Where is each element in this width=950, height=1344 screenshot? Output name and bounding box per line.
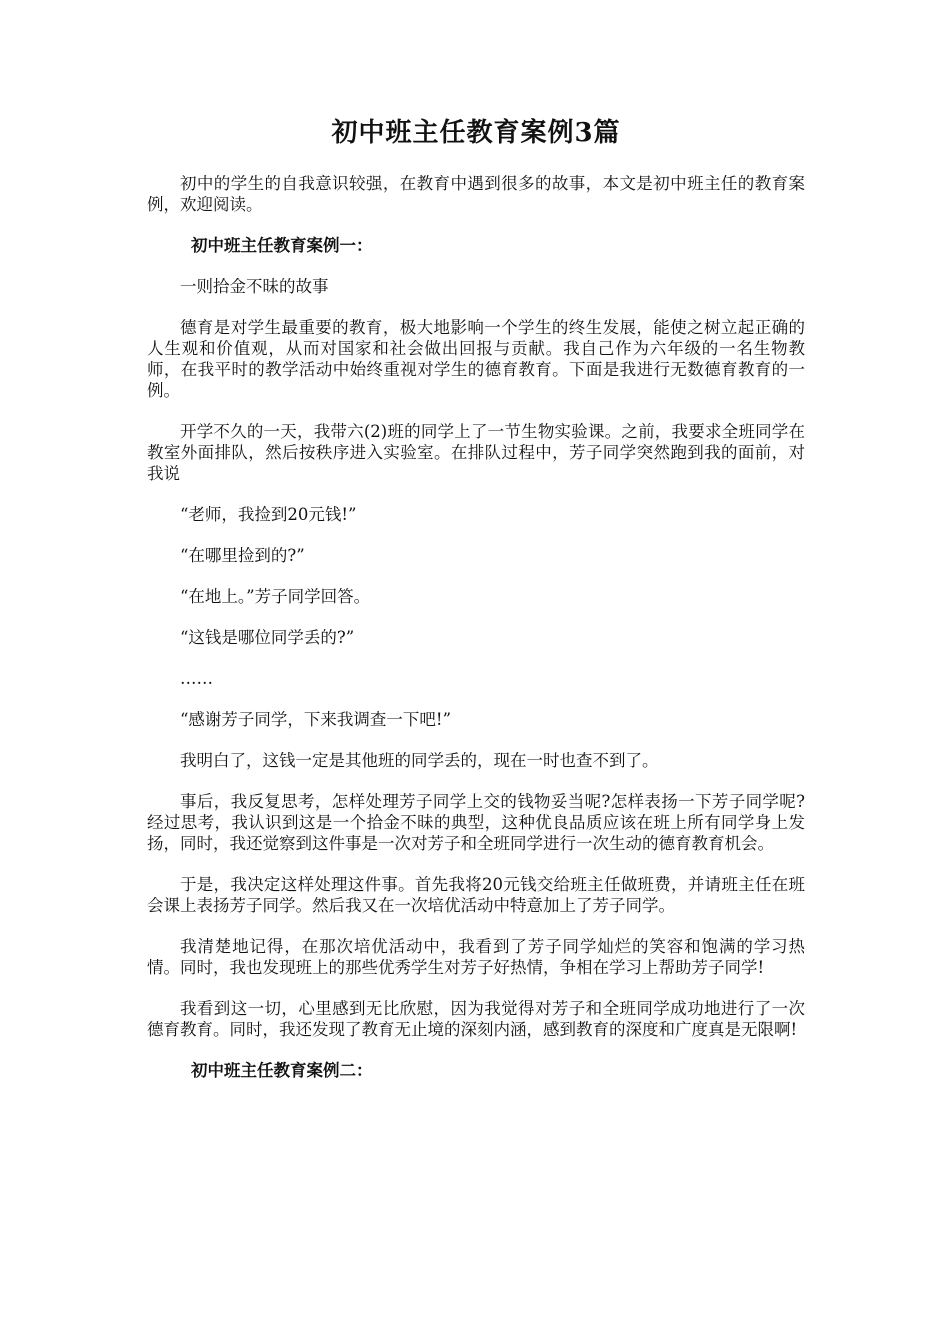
section-heading-2: 初中班主任教育案例二： — [191, 1061, 373, 1080]
dialogue-line-4: “这钱是哪位同学丢的?” — [180, 628, 355, 647]
paragraph-5: 于是，我决定这样处理这件事。首先我将20元钱交给班主任做班费，并请班主任在班会课上表扬芳子同学。然后我又在一次培优活动中特意加上了芳子同学。 — [147, 875, 805, 915]
paragraph-2: 开学不久的一天，我带六(2)班的同学上了一节生物实验课。之前，我要求全班同学在教室外面排队，然后按秩序进入实验室。在排队过程中，芳子同学突然跑到我的面前，对我说 — [147, 422, 805, 483]
dialogue-line-5: “感谢芳子同学，下来我调查一下吧!” — [180, 710, 452, 729]
story-subtitle: 一则拾金不昧的故事 — [180, 277, 329, 296]
dialogue-line-2: “在哪里捡到的?” — [180, 546, 305, 565]
section-heading-1: 初中班主任教育案例一： — [191, 236, 373, 255]
paragraph-6: 我清楚地记得，在那次培优活动中，我看到了芳子同学灿烂的笑容和饱满的学习热情。同时，我也发现班上的那些优秀学生对芳子好热情，争相在学习上帮助芳子同学! — [147, 937, 805, 977]
document-title: 初中班主任教育案例3篇 — [331, 118, 621, 148]
dialogue-line-1: “老师，我捡到20元钱!” — [180, 505, 357, 524]
paragraph-3: 我明白了，这钱一定是其他班的同学丢的，现在一时也查不到了。 — [180, 751, 659, 770]
paragraph-1: 德育是对学生最重要的教育，极大地影响一个学生的终生发展，能使之树立起正确的人生观和价值观，从而对国家和社会做出回报与贡献。我自己作为六年级的一名生物教师，在我平时的教学活动中始终重视对学生的德育教育。下面是我进行无数德育教育的一例。 — [147, 318, 805, 400]
intro-paragraph: 初中的学生的自我意识较强，在教育中遇到很多的故事，本文是初中班主任的教育案例，欢迎阅读。 — [147, 174, 805, 214]
document-page — [147, 112, 805, 1101]
paragraph-7: 我看到这一切，心里感到无比欣慰，因为我觉得对芳子和全班同学成功地进行了一次德育教育。同时，我还发现了教育无止境的深刻内涵，感到教育的深度和广度真是无限啊! — [147, 999, 805, 1039]
paragraph-4: 事后，我反复思考，怎样处理芳子同学上交的钱物妥当呢?怎样表扬一下芳子同学呢?经过思考，我认识到这是一个拾金不昧的典型，这种优良品质应该在班上所有同学身上发扬，同时，我还觉察到这件事是一次对芳子和全班同学进行一次生动的德育教育机会。 — [147, 792, 805, 853]
dialogue-line-3: “在地上。”芳子同学回答。 — [180, 587, 371, 606]
ellipsis-line: …… — [180, 669, 213, 688]
